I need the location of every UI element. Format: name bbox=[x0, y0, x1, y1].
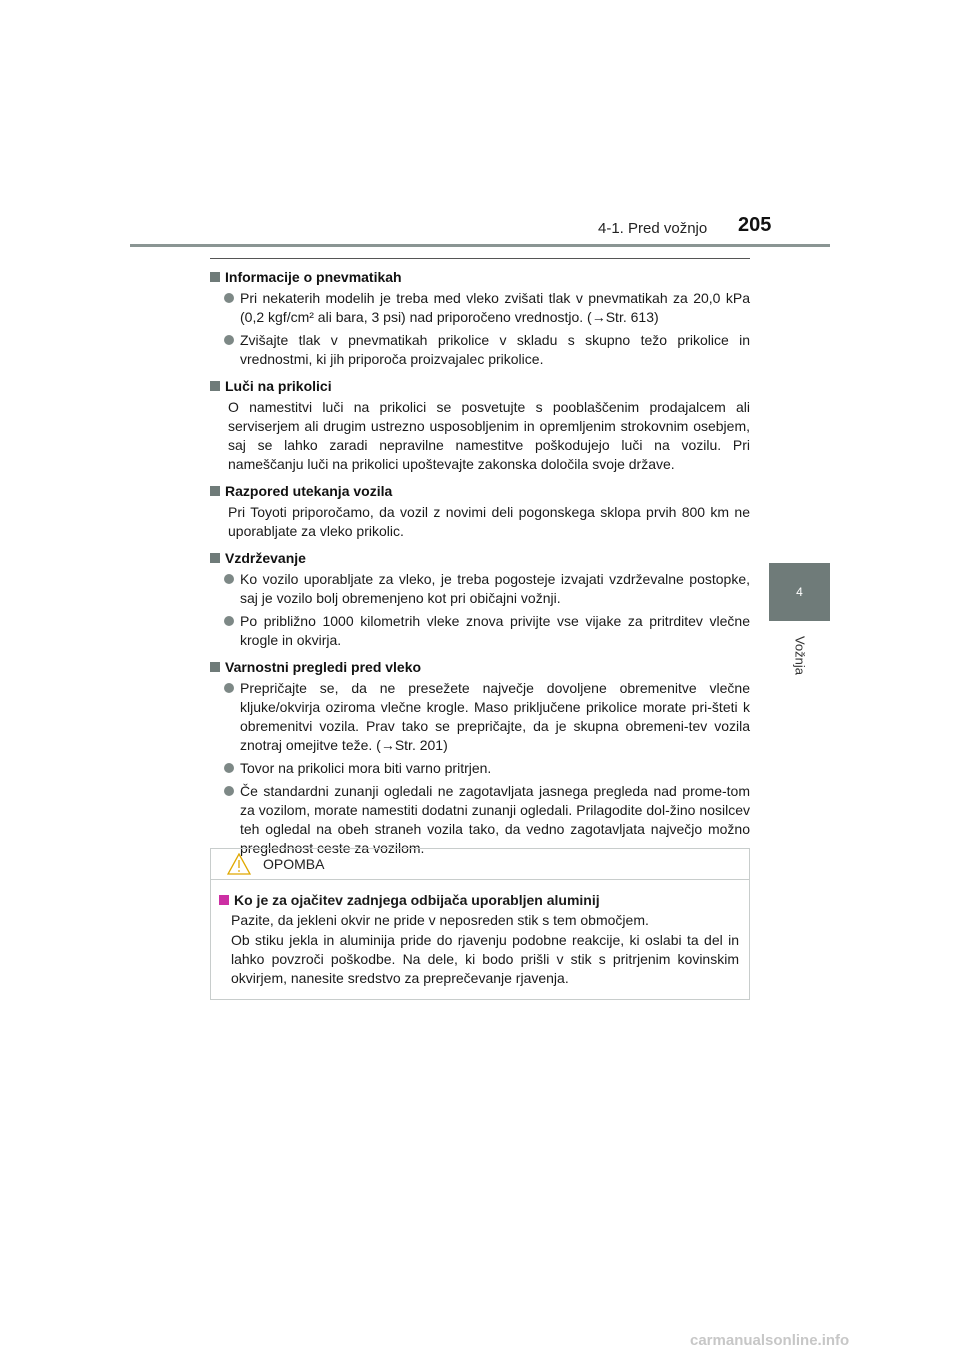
round-bullet-icon bbox=[224, 574, 234, 584]
round-bullet-icon bbox=[224, 616, 234, 626]
section-title: Varnostni pregledi pred vleko bbox=[210, 657, 750, 677]
section-safety-checks bbox=[210, 657, 750, 858]
list-item: Po približno 1000 kilometrih vleke znova privijte vse vijake za pritrditev vlečne krogle in okvirja. bbox=[210, 612, 750, 650]
warning-triangle-icon bbox=[227, 853, 251, 875]
header-rule bbox=[130, 244, 830, 247]
notice-text-2: Ob stiku jekla in aluminija pride do rjavenju podobne reakcije, ki oslabi ta del in lahko povzroči poškodbe. Na dele, ki bodo prišli v stik s pritrjenim kovinskim okvirjem, nanesite sredstvo za preprečevanje rjavenja. bbox=[231, 932, 739, 986]
paragraph: Pri Toyoti priporočamo, da vozil z novimi deli pogonskega sklopa prvih 800 km ne uporabljate za vleko prikolic. bbox=[228, 504, 750, 539]
section-trailer-lights bbox=[210, 376, 750, 474]
round-bullet-icon bbox=[224, 786, 234, 796]
list-item: Pri nekaterih modelih je treba med vleko zvišati tlak v pnevmatikah za 20,0 kPa (0,2 kgf/cm² ali bara, 3 psi) nad priporočeno vrednostjo. (→Str. 613) bbox=[210, 289, 750, 327]
content bbox=[210, 259, 750, 865]
list-item: Tovor na prikolici mora biti varno pritrjen. bbox=[210, 759, 750, 778]
section-title: Vzdrževanje bbox=[210, 548, 750, 568]
watermark: carmanualsonline.info bbox=[690, 1332, 850, 1349]
round-bullet-icon bbox=[224, 335, 234, 345]
chapter-tab: 4 bbox=[769, 563, 830, 621]
square-bullet-icon bbox=[210, 272, 220, 282]
square-bullet-icon bbox=[210, 662, 220, 672]
square-bullet-icon bbox=[210, 381, 220, 391]
round-bullet-icon bbox=[224, 293, 234, 303]
section-tire-info bbox=[210, 267, 750, 369]
notice-header bbox=[211, 849, 749, 880]
section-title: Informacije o pnevmatikah bbox=[210, 267, 750, 287]
section-header: 4-1. Pred vožnjo bbox=[598, 220, 708, 237]
round-bullet-icon bbox=[224, 683, 234, 693]
round-bullet-icon bbox=[224, 763, 234, 773]
notice-title: Ko je za ojačitev zadnjega odbijača uporabljen aluminij bbox=[219, 890, 739, 910]
square-bullet-icon bbox=[210, 486, 220, 496]
notice-text-1: Pazite, da jekleni okvir ne pride v neposreden stik s tem območjem. bbox=[231, 912, 649, 928]
chapter-label-text: Vožnja bbox=[792, 635, 808, 676]
list-item: Ko vozilo uporabljate za vleko, je treba pogosteje izvajati vzdrževalne postopke, saj je vozilo bolj obremenjeno kot pri običajni vožnji. bbox=[210, 570, 750, 608]
notice-body bbox=[211, 880, 749, 988]
notice-label: OPOMBA bbox=[263, 856, 325, 872]
list-item: Zvišajte tlak v pnevmatikah prikolice v skladu s skupno težo prikolice in vrednostmi, ki jih priporoča proizvajalec prikolice. bbox=[210, 331, 750, 369]
square-bullet-icon bbox=[210, 553, 220, 563]
section-maintenance bbox=[210, 548, 750, 650]
square-bullet-icon bbox=[219, 895, 229, 905]
section-title: Razpored utekanja vozila bbox=[210, 481, 750, 501]
list-item: Če standardni zunanji ogledali ne zagotavljata jasnega pregleda nad prome-tom za vozilom, morate namestiti dodatni zunanji ogledali. Prilagodite dol-žino nosilcev teh ogledal na obeh straneh vozila tako, da vedno zagotavljata največjo možno preglednost ceste za vozilom. bbox=[210, 782, 750, 858]
section-break-in bbox=[210, 481, 750, 541]
notice-box bbox=[210, 848, 750, 1000]
page-number: 205 bbox=[738, 214, 772, 236]
list-item: Prepričajte se, da ne presežete največje dovoljene obremenitve vlečne kljuke/okvirja oziroma vlečne krogle. Maso priključene prikolice morate pri-šteti k obremenitvi vozila. Prav tako se prepričajte, da je skupna obremeni-tev vozila znotraj omejitve teže. (→Str. 201) bbox=[210, 679, 750, 755]
chapter-label bbox=[760, 628, 840, 688]
paragraph: O namestitvi luči na prikolici se posvetujte s pooblaščenim prodajalcem ali serviserjem ali drugim ustrezno usposobljenim in opremljenim strokovnim osebjem, saj se lahko zaradi nepravilne namestitve poškodujejo luči na vozilu. Pri nameščanju luči na prikolici upoštevajte zakonska določila svoje države. bbox=[228, 399, 750, 472]
section-title: Luči na prikolici bbox=[210, 376, 750, 396]
